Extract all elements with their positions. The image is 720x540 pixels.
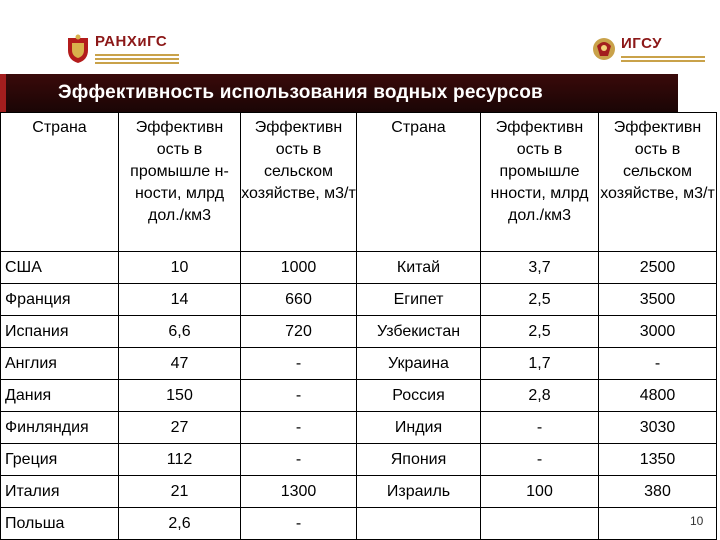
column-header: Эффективн ость в промышле н-ности, млрд дол./км3 bbox=[119, 113, 241, 252]
industry-efficiency-cell: 2,6 bbox=[119, 508, 241, 540]
column-header: Страна bbox=[357, 113, 481, 252]
country-cell: Египет bbox=[357, 284, 481, 316]
country-cell: Англия bbox=[1, 348, 119, 380]
igsu-logo bbox=[592, 34, 705, 64]
country-cell: Польша bbox=[1, 508, 119, 540]
country-cell: Израиль bbox=[357, 476, 481, 508]
industry-efficiency-cell: 47 bbox=[119, 348, 241, 380]
country-cell: Греция bbox=[1, 444, 119, 476]
ranepa-logo bbox=[66, 34, 179, 64]
table-row bbox=[1, 348, 717, 380]
agriculture-efficiency-cell: - bbox=[241, 444, 357, 476]
country-cell: Узбекистан bbox=[357, 316, 481, 348]
agriculture-efficiency-cell: 3030 bbox=[599, 412, 717, 444]
industry-efficiency-cell bbox=[481, 508, 599, 540]
logo-subtitle-lines bbox=[95, 52, 179, 64]
industry-efficiency-cell: 10 bbox=[119, 252, 241, 284]
column-header: Эффективн ость в сельском хозяйстве, м3/т bbox=[599, 113, 717, 252]
industry-efficiency-cell: - bbox=[481, 444, 599, 476]
agriculture-efficiency-cell: 1000 bbox=[241, 252, 357, 284]
coat-of-arms-icon bbox=[66, 34, 90, 64]
igsu-logo-text: ИГСУ bbox=[621, 35, 663, 52]
agriculture-efficiency-cell: 380 bbox=[599, 476, 717, 508]
table-row bbox=[1, 476, 717, 508]
agriculture-efficiency-cell: 3500 bbox=[599, 284, 717, 316]
industry-efficiency-cell: 2,8 bbox=[481, 380, 599, 412]
title-accent bbox=[0, 74, 6, 112]
agriculture-efficiency-cell: 1300 bbox=[241, 476, 357, 508]
table-row bbox=[1, 284, 717, 316]
table-row bbox=[1, 412, 717, 444]
column-header: Эффективн ость в промышле нности, млрд дол./км3 bbox=[481, 113, 599, 252]
industry-efficiency-cell: 6,6 bbox=[119, 316, 241, 348]
table-row bbox=[1, 316, 717, 348]
table-row bbox=[1, 444, 717, 476]
agriculture-efficiency-cell: - bbox=[241, 508, 357, 540]
table-row bbox=[1, 252, 717, 284]
industry-efficiency-cell: 100 bbox=[481, 476, 599, 508]
eagle-emblem-icon bbox=[592, 34, 616, 64]
industry-efficiency-cell: - bbox=[481, 412, 599, 444]
country-cell: Италия bbox=[1, 476, 119, 508]
country-cell: Россия bbox=[357, 380, 481, 412]
table-row bbox=[1, 380, 717, 412]
agriculture-efficiency-cell: - bbox=[241, 348, 357, 380]
table-row bbox=[1, 508, 717, 540]
page-number: 10 bbox=[690, 514, 704, 528]
agriculture-efficiency-cell: - bbox=[241, 412, 357, 444]
agriculture-efficiency-cell: 660 bbox=[241, 284, 357, 316]
industry-efficiency-cell: 112 bbox=[119, 444, 241, 476]
country-cell: США bbox=[1, 252, 119, 284]
country-cell bbox=[357, 508, 481, 540]
agriculture-efficiency-cell: 720 bbox=[241, 316, 357, 348]
industry-efficiency-cell: 21 bbox=[119, 476, 241, 508]
agriculture-efficiency-cell: 3000 bbox=[599, 316, 717, 348]
agriculture-efficiency-cell: 1350 bbox=[599, 444, 717, 476]
column-header: Эффективн ость в сельском хозяйстве, м3/т bbox=[241, 113, 357, 252]
industry-efficiency-cell: 3,7 bbox=[481, 252, 599, 284]
industry-efficiency-cell: 27 bbox=[119, 412, 241, 444]
agriculture-efficiency-cell: - bbox=[599, 348, 717, 380]
country-cell: Испания bbox=[1, 316, 119, 348]
country-cell: Франция bbox=[1, 284, 119, 316]
country-cell: Финляндия bbox=[1, 412, 119, 444]
country-cell: Украина bbox=[357, 348, 481, 380]
water-efficiency-table bbox=[0, 112, 717, 540]
agriculture-efficiency-cell: - bbox=[241, 380, 357, 412]
ranepa-logo-text: РАНХиГС bbox=[95, 33, 168, 50]
page-title: Эффективность использования водных ресурсов bbox=[58, 82, 543, 103]
country-cell: Индия bbox=[357, 412, 481, 444]
country-cell: Япония bbox=[357, 444, 481, 476]
country-cell: Китай bbox=[357, 252, 481, 284]
industry-efficiency-cell: 2,5 bbox=[481, 316, 599, 348]
industry-efficiency-cell: 150 bbox=[119, 380, 241, 412]
title-bar bbox=[0, 74, 678, 112]
table-header-row bbox=[1, 113, 717, 252]
column-header: Страна bbox=[1, 113, 119, 252]
logo-subtitle-lines bbox=[621, 54, 705, 62]
industry-efficiency-cell: 14 bbox=[119, 284, 241, 316]
industry-efficiency-cell: 2,5 bbox=[481, 284, 599, 316]
country-cell: Дания bbox=[1, 380, 119, 412]
agriculture-efficiency-cell: 2500 bbox=[599, 252, 717, 284]
industry-efficiency-cell: 1,7 bbox=[481, 348, 599, 380]
agriculture-efficiency-cell: 4800 bbox=[599, 380, 717, 412]
